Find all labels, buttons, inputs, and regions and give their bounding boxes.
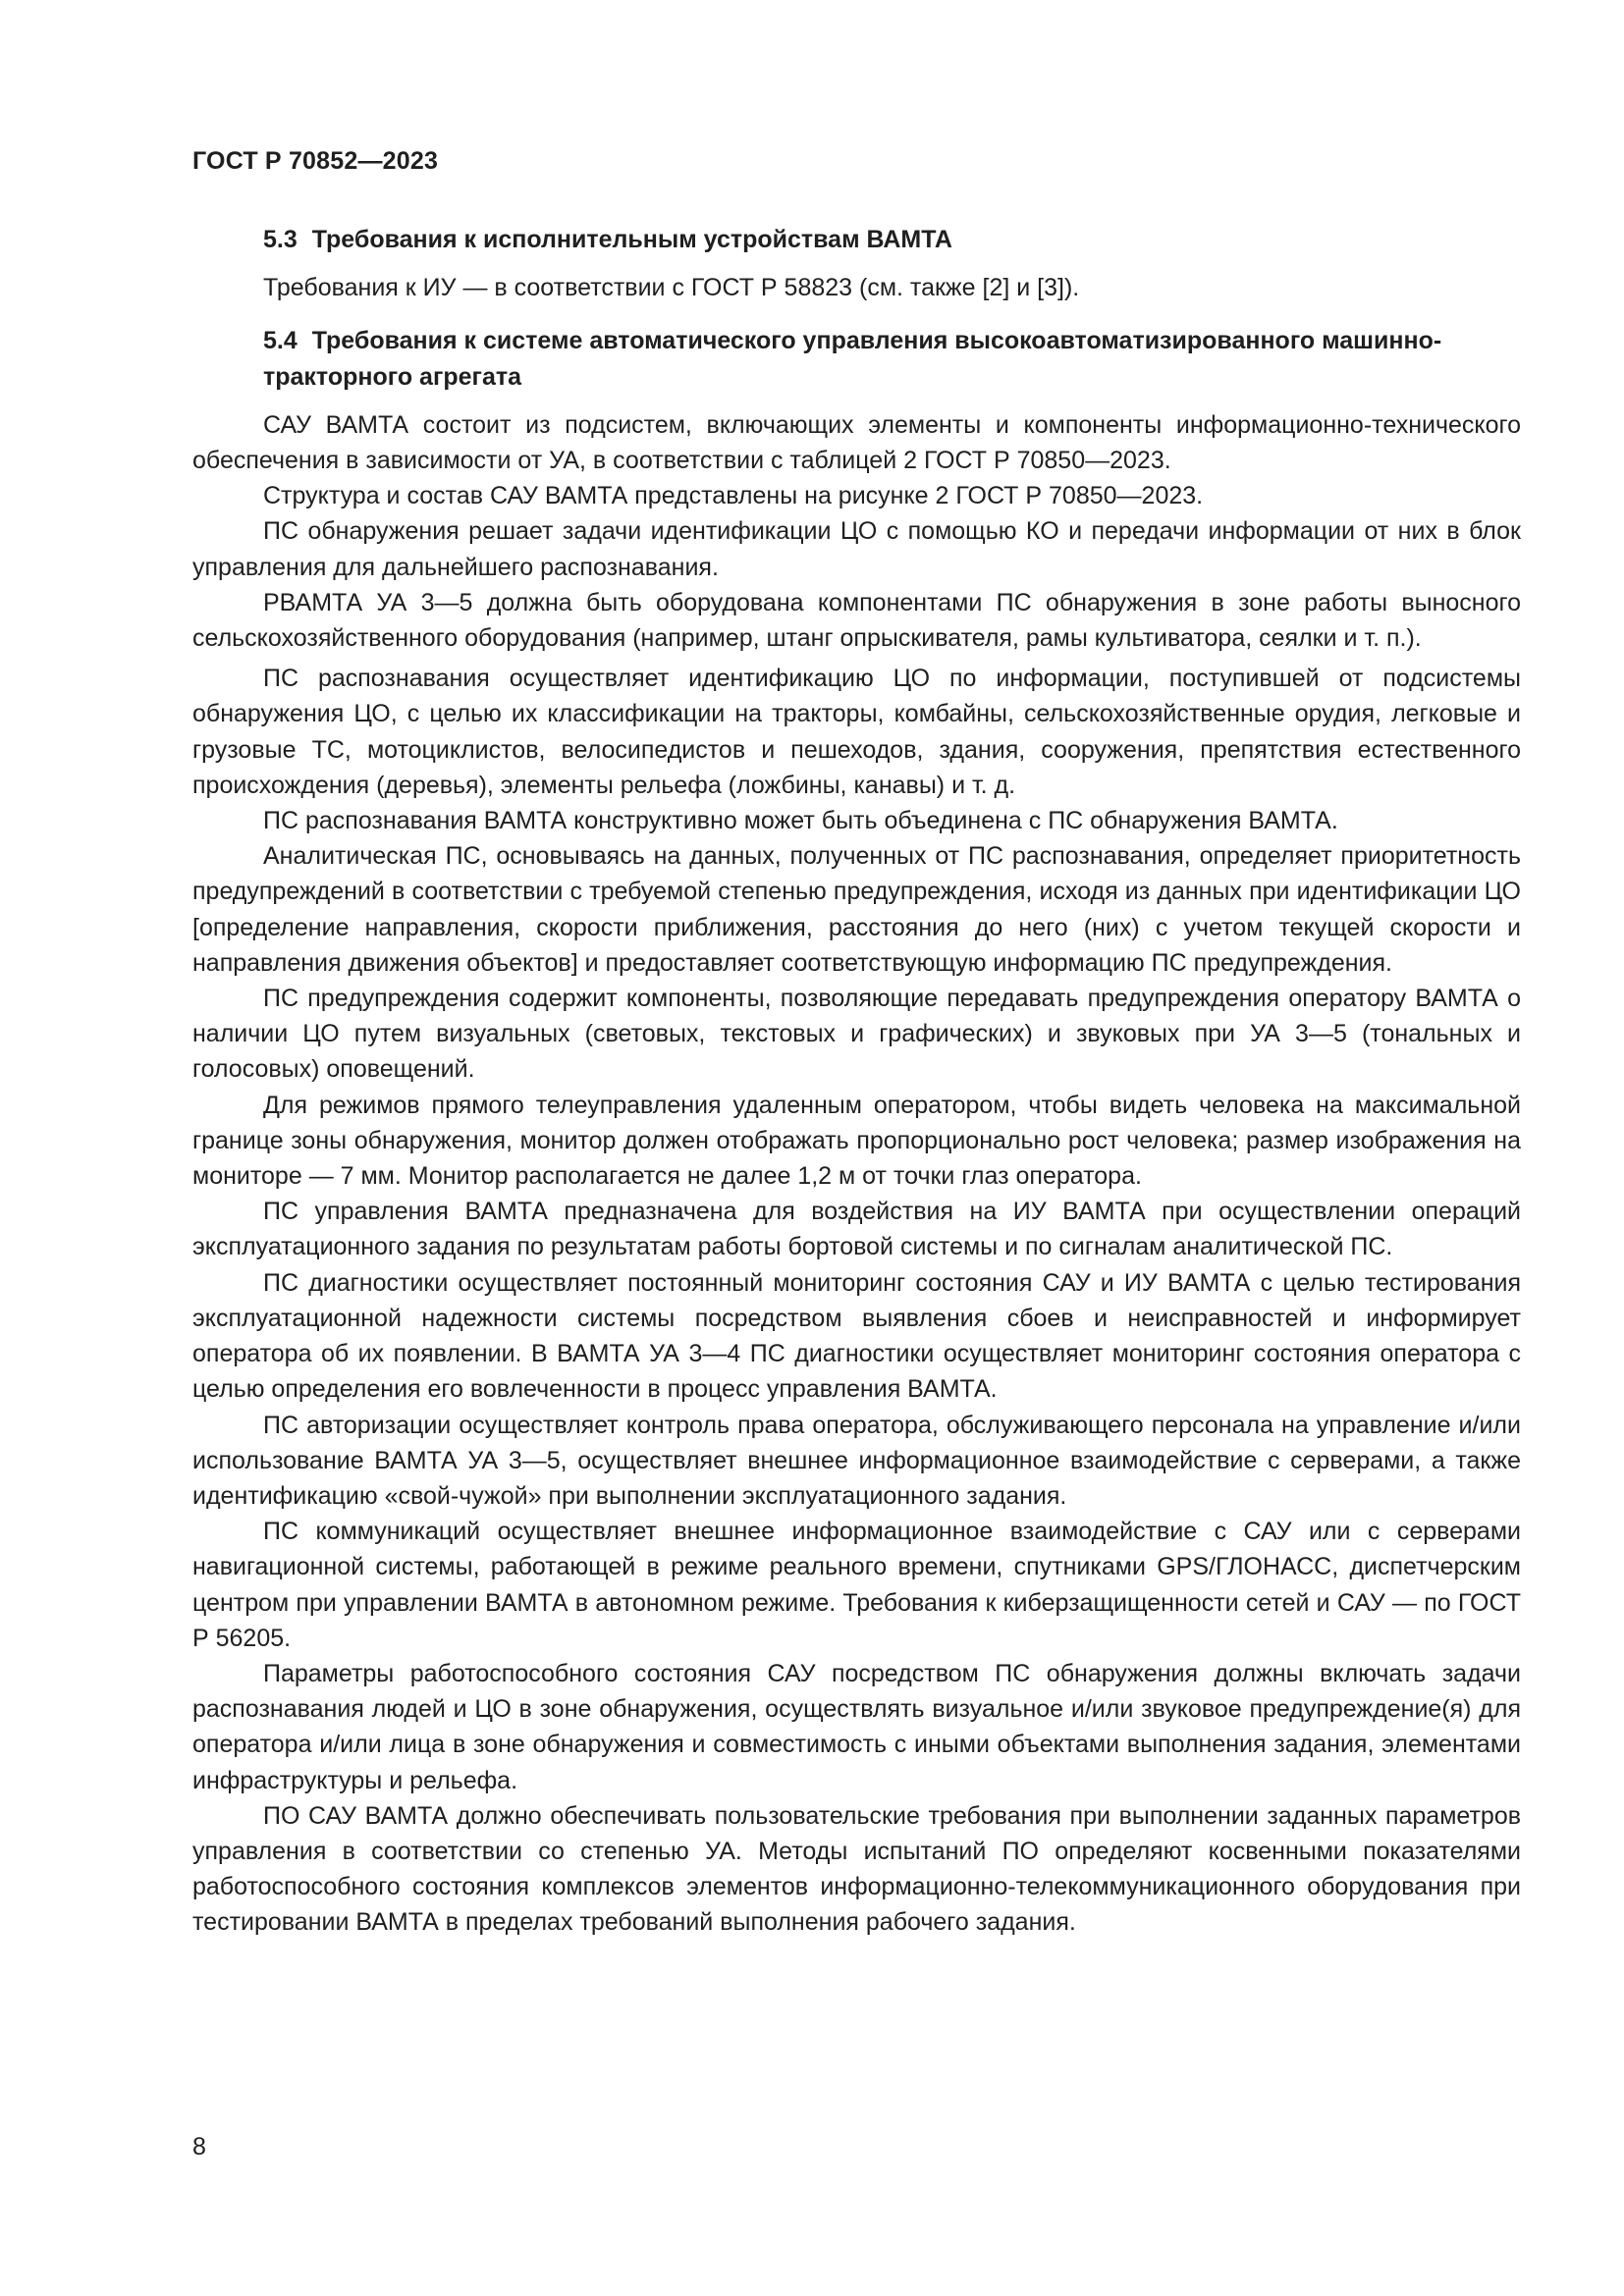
paragraph: САУ ВАМТА состоит из подсистем, включающих элементы и компоненты информационно-технического обеспечения в зависимости от УА, в соответствии с таблицей 2 ГОСТ Р 70850—2023. [192,410,1521,475]
section-title: Требования к системе автоматического управления высокоавтоматизированного машинно-тракторного агрегата [263,327,1442,391]
section-number: 5.3 [263,226,298,253]
section-title: Требования к исполнительным устройствам ВАМТА [311,226,952,253]
paragraph: ПС авторизации осуществляет контроль права оператора, обслуживающего персонала на управление и/или использование ВАМТА УА 3—5, осуществляет внешнее информационное взаимодействие с серверами, а также идентификацию «свой-чужой» при выполнении эксплуатационного задания. [192,1411,1521,1510]
paragraph: Аналитическая ПС, основываясь на данных, полученных от ПС распознавания, определяет приоритетность предупреждений в соответствии с требуемой степенью предупреждения, исходя из данных при идентификации ЦО [определение направления, скорости приближения, расстояния до него (них) с учетом текущей скорости и направления движения объектов] и предоставляет соответствующую информацию ПС предупреждения. [192,842,1521,977]
page-number: 8 [192,2133,206,2161]
paragraph: ПС управления ВАМТА предназначена для воздействия на ИУ ВАМТА при осуществлении операций эксплуатационного задания по результатам работы бортовой системы и по сигналам аналитической ПС. [192,1198,1521,1261]
section-5-3-heading [192,222,1521,257]
paragraph: ПС обнаружения решает задачи идентификации ЦО с помощью КО и передачи информации от них в блок управления для дальнейшего распознавания. [192,517,1521,581]
paragraph: ПС распознавания осуществляет идентификацию ЦО по информации, поступившей от подсистемы обнаружения ЦО, с целью их классификации на тракторы, комбайны, сельскохозяйственные орудия, легковые и грузовые ТС, мотоциклистов, велосипедистов и пешеходов, здания, сооружения, препятствия естественного происхождения (деревья), элементы рельефа (ложбины, канавы) и т. д. [192,665,1521,799]
section-5-4-heading [192,323,1521,394]
paragraph: Структура и состав САУ ВАМТА представлены на рисунке 2 ГОСТ Р 70850—2023. [263,482,1204,510]
document-body [192,222,1521,1941]
section-5-3-text: Требования к ИУ — в соответствии с ГОСТ Р 58823 (см. также [2] и [3]). [263,274,1080,302]
document-code-header: ГОСТ Р 70852—2023 [192,147,439,175]
paragraph: ПС предупреждения содержит компоненты, позволяющие передавать предупреждения оператору ВАМТА о наличии ЦО путем визуальных (световых, текстовых и графических) и звуковых при УА 3—5 (тональных и голосовых) оповещений. [192,985,1521,1084]
paragraph: Параметры работоспособного состояния САУ посредством ПС обнаружения должны включать задачи распознавания людей и ЦО в зоне обнаружения, осуществлять визуальное и/или звуковое предупреждение(я) для оператора и/или лица в зоне обнаружения и совместимость с иными объектами выполнения задания, элементами инфраструктуры и рельефа. [192,1659,1521,1794]
paragraph: Для режимов прямого телеуправления удаленным оператором, чтобы видеть человека на максимальной границе зоны обнаружения, монитор должен отображать пропорционально рост человека; размер изображения на мониторе — 7 мм. Монитор располагается не далее 1,2 м от точки глаз оператора. [192,1091,1521,1191]
paragraph: ПО САУ ВАМТА должно обеспечивать пользовательские требования при выполнении заданных параметров управления в соответствии со степенью УА. Методы испытаний ПО определяют косвенными показателями работоспособного состояния комплексов элементов информационно-телекоммуникационного оборудования при тестировании ВАМТА в пределах требований выполнения рабочего задания. [192,1801,1521,1937]
paragraph: ПС распознавания ВАМТА конструктивно может быть объединена с ПС обнаружения ВАМТА. [263,807,1338,835]
paragraph: РВАМТА УА 3—5 должна быть оборудована компонентами ПС обнаружения в зоне работы выносного сельскохозяйственного оборудования (например, штанг опрыскивателя, рамы культиватора, сеялки и т. п.). [192,588,1521,653]
paragraph: ПС коммуникаций осуществляет внешнее информационное взаимодействие с САУ или с серверами навигационной системы, работающей в режиме реального времени, спутниками GPS/ГЛОНАСС, диспетчерским центром при управлении ВАМТА в автономном режиме. Требования к киберзащищенности сетей и САУ — по ГОСТ Р 56205. [192,1518,1521,1652]
paragraph: ПС диагностики осуществляет постоянный мониторинг состояния САУ и ИУ ВАМТА с целью тестирования эксплуатационной надежности системы посредством выявления сбоев и неисправностей и информирует оператора об их появлении. В ВАМТА УА 3—4 ПС диагностики осуществляет мониторинг состояния оператора с целью определения его вовлеченности в процесс управления ВАМТА. [192,1268,1521,1404]
section-number: 5.4 [263,327,298,355]
